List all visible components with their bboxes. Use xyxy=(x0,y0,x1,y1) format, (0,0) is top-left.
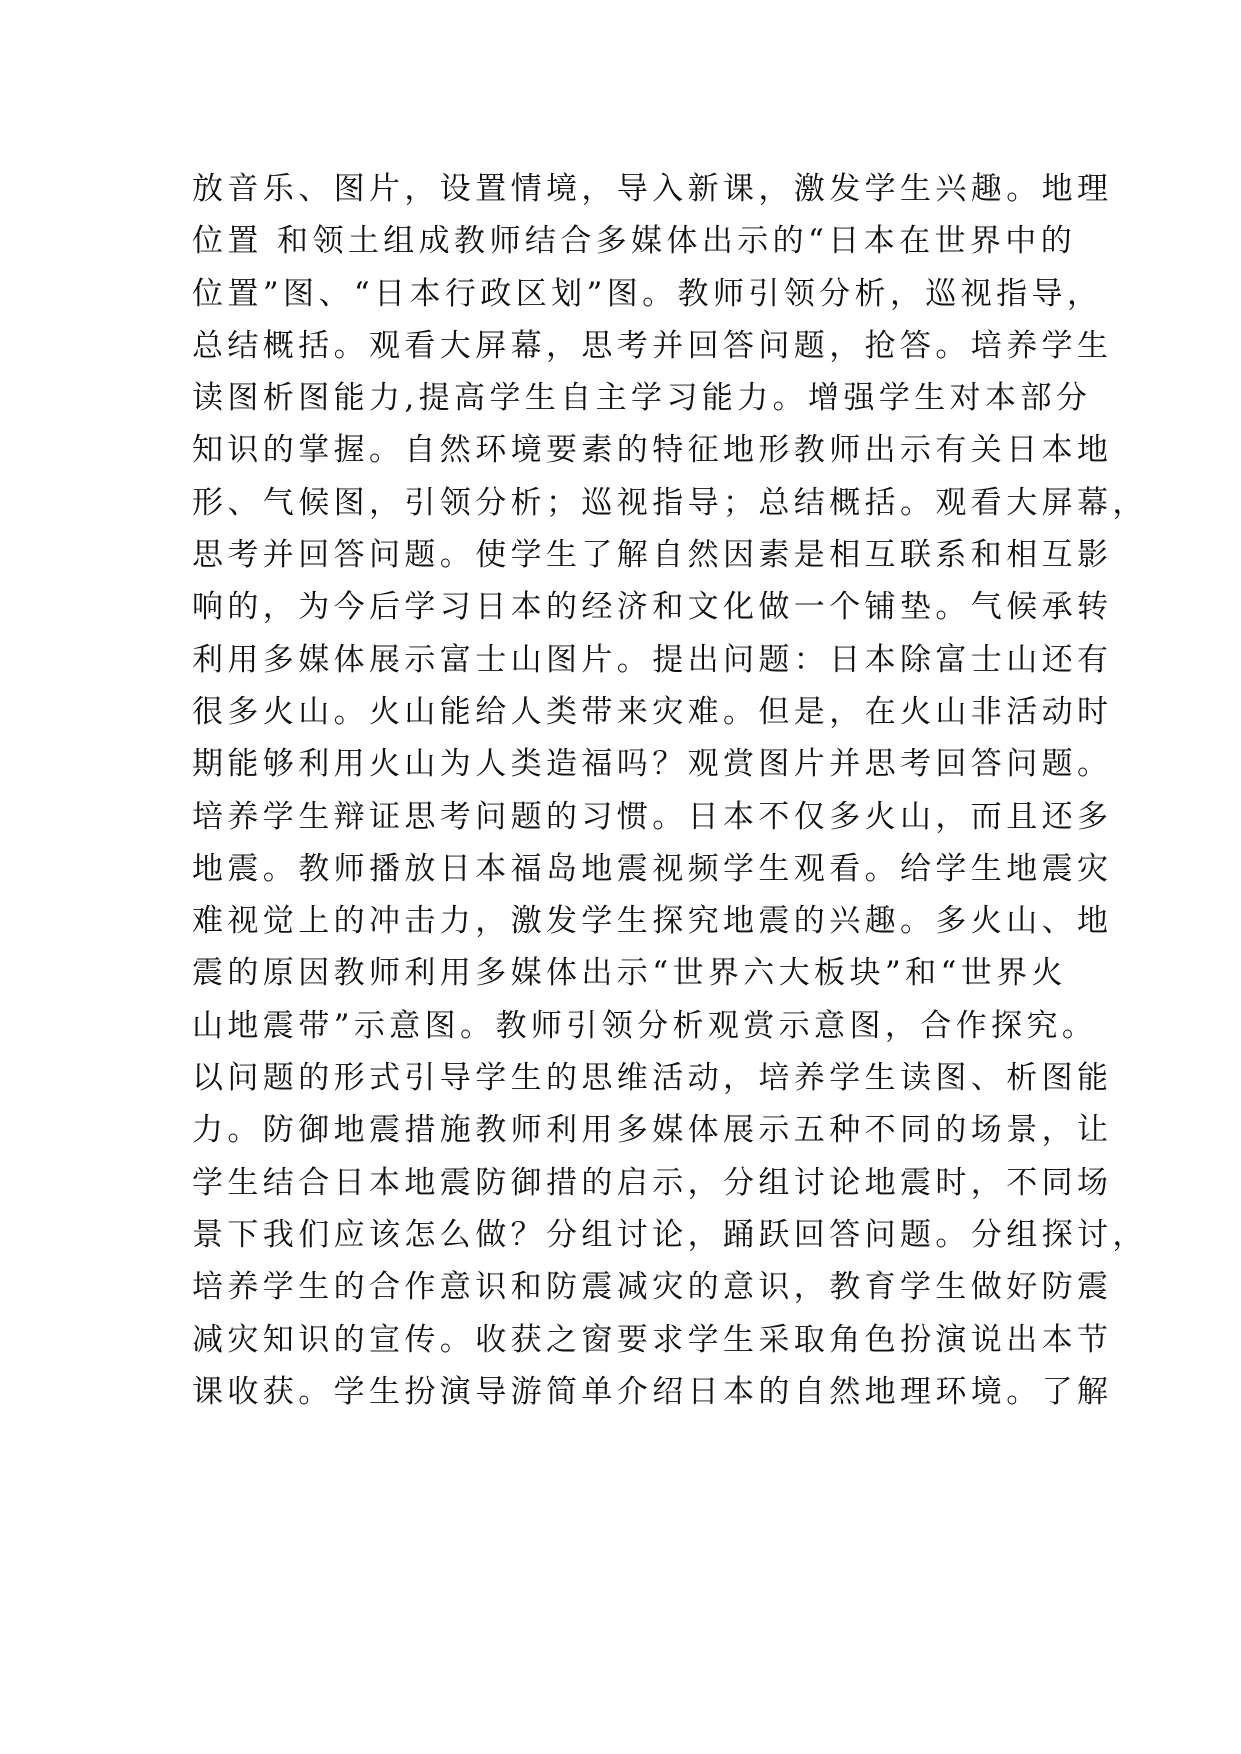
text-line: 山地震带”示意图。教师引领分析观赏示意图，合作探究。 xyxy=(192,1007,1098,1044)
text-line: 读图析图能力,提高学生自主学习能力。增强学生对本部分 xyxy=(192,380,1092,417)
text-line: 很多火山。火山能给人类带来灾难。但是，在火山非活动时 xyxy=(192,693,1113,730)
text-line: 放音乐、图片，设置情境，导入新课，激发学生兴趣。地理 xyxy=(192,171,1113,207)
text-line: 减灾知识的宣传。收获之窗要求学生采取角色扮演说出本节 xyxy=(192,1321,1113,1358)
text-line: 震的原因教师利用多媒体出示“世界六大板块”和“世界火 xyxy=(192,955,1067,992)
text-line: 培养学生辩证思考问题的习惯。日本不仅多火山，而且还多 xyxy=(192,798,1113,835)
text-line: 响的，为今后学习日本的经济和文化做一个铺垫。气候承转 xyxy=(192,589,1113,626)
text-line: 以问题的形式引导学生的思维活动，培养学生读图、析图能 xyxy=(192,1060,1113,1097)
text-line: 位置”图、“日本行政区划”图。教师引领分析，巡视指导， xyxy=(192,275,1103,312)
text-line: 总结概括。观看大屏幕，思考并回答问题，抢答。培养学生 xyxy=(192,327,1113,364)
text-line: 位置 和领土组成教师结合多媒体出示的“日本在世界中的 xyxy=(192,223,1077,260)
text-line: 学生结合日本地震防御措的启示，分组讨论地震时，不同场 xyxy=(192,1164,1113,1201)
text-line: 地震。教师播放日本福岛地震视频学生观看。给学生地震灾 xyxy=(192,850,1113,887)
text-line: 培养学生的合作意识和防震减灾的意识，教育学生做好防震 xyxy=(192,1269,1113,1306)
text-line: 思考并回答问题。使学生了解自然因素是相互联系和相互影 xyxy=(192,537,1113,574)
text-line: 形、气候图，引领分析；巡视指导；总结概括。观看大屏幕， xyxy=(192,484,1148,521)
text-line: 难视觉上的冲击力，激发学生探究地震的兴趣。多火山、地 xyxy=(192,903,1113,940)
body-text xyxy=(192,163,1148,1418)
text-line: 知识的掌握。自然环境要素的特征地形教师出示有关日本地 xyxy=(192,432,1113,469)
text-line: 期能够利用火山为人类造福吗？观赏图片并思考回答问题。 xyxy=(192,746,1113,783)
text-line: 景下我们应该怎么做？分组讨论，踊跃回答问题。分组探讨， xyxy=(192,1216,1148,1253)
text-line: 力。防御地震措施教师利用多媒体展示五种不同的场景，让 xyxy=(192,1112,1113,1149)
text-line: 课收获。学生扮演导游简单介绍日本的自然地理环境。了解 xyxy=(192,1373,1113,1410)
text-line: 利用多媒体展示富士山图片。提出问题：日本除富士山还有 xyxy=(192,641,1113,678)
